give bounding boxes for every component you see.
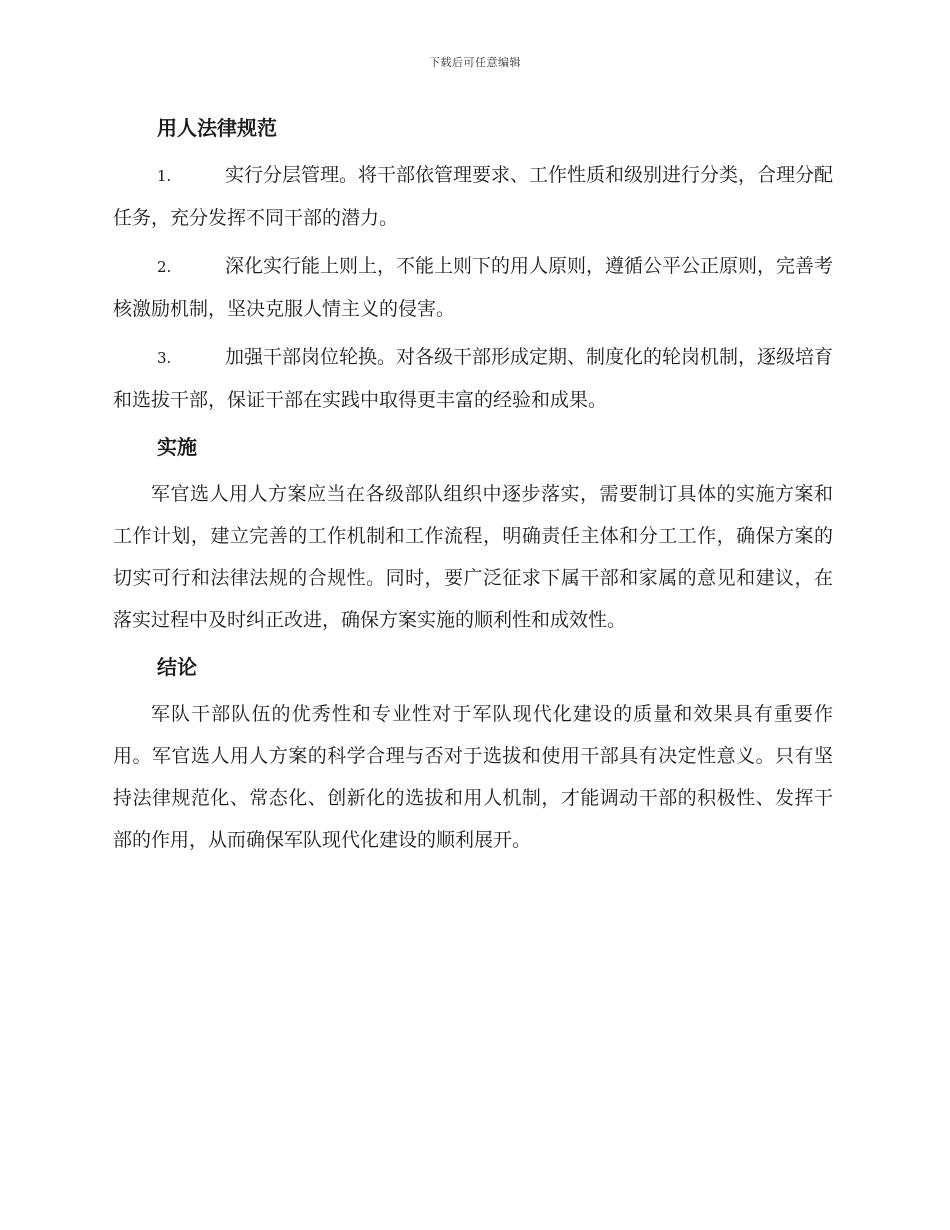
list-item-text: 深化实行能上则上，不能上则下的用人原则，遵循公平公正原则，完善考核激励机制，坚决克服人情主义的侵害。 <box>113 255 834 320</box>
list-item-text: 加强干部岗位轮换。对各级干部形成定期、制度化的轮岗机制，逐级培育和选拔干部，保证干部在实践中取得更丰富的经验和成果。 <box>113 346 834 411</box>
list-item <box>113 245 833 330</box>
list-item-number: 3. <box>157 349 172 367</box>
list-item <box>113 154 833 239</box>
section-heading-legal-norms: 用人法律规范 <box>157 116 277 140</box>
implementation-paragraph: 军官选人用人方案应当在各级部队组织中逐步落实，需要制订具体的实施方案和工作计划，建立完善的工作机制和工作流程，明确责任主体和分工工作，确保方案的切实可行和法律法规的合规性。同时，要广泛征求下属干部和家属的意见和建议，在落实过程中及时纠正改进，确保方案实施的顺利性和成效性。 <box>113 483 833 631</box>
page-header: 下载后可任意编辑 <box>429 56 521 69</box>
section-heading-conclusion: 结论 <box>157 655 197 679</box>
document-body <box>113 108 833 867</box>
list-item-number: 2. <box>157 258 172 276</box>
section-heading-implementation: 实施 <box>157 435 197 459</box>
conclusion-paragraph: 军队干部队伍的优秀性和专业性对于军队现代化建设的质量和效果具有重要作用。军官选人用人方案的科学合理与否对于选拔和使用干部具有决定性意义。只有坚持法律规范化、常态化、创新化的选拔和用人机制，才能调动干部的积极性、发挥干部的作用，从而确保军队现代化建设的顺利展开。 <box>113 703 833 851</box>
list-item-text: 实行分层管理。将干部依管理要求、工作性质和级别进行分类，合理分配任务，充分发挥不同干部的潜力。 <box>113 164 834 229</box>
list-item <box>113 336 833 421</box>
list-item-number: 1. <box>157 167 172 185</box>
